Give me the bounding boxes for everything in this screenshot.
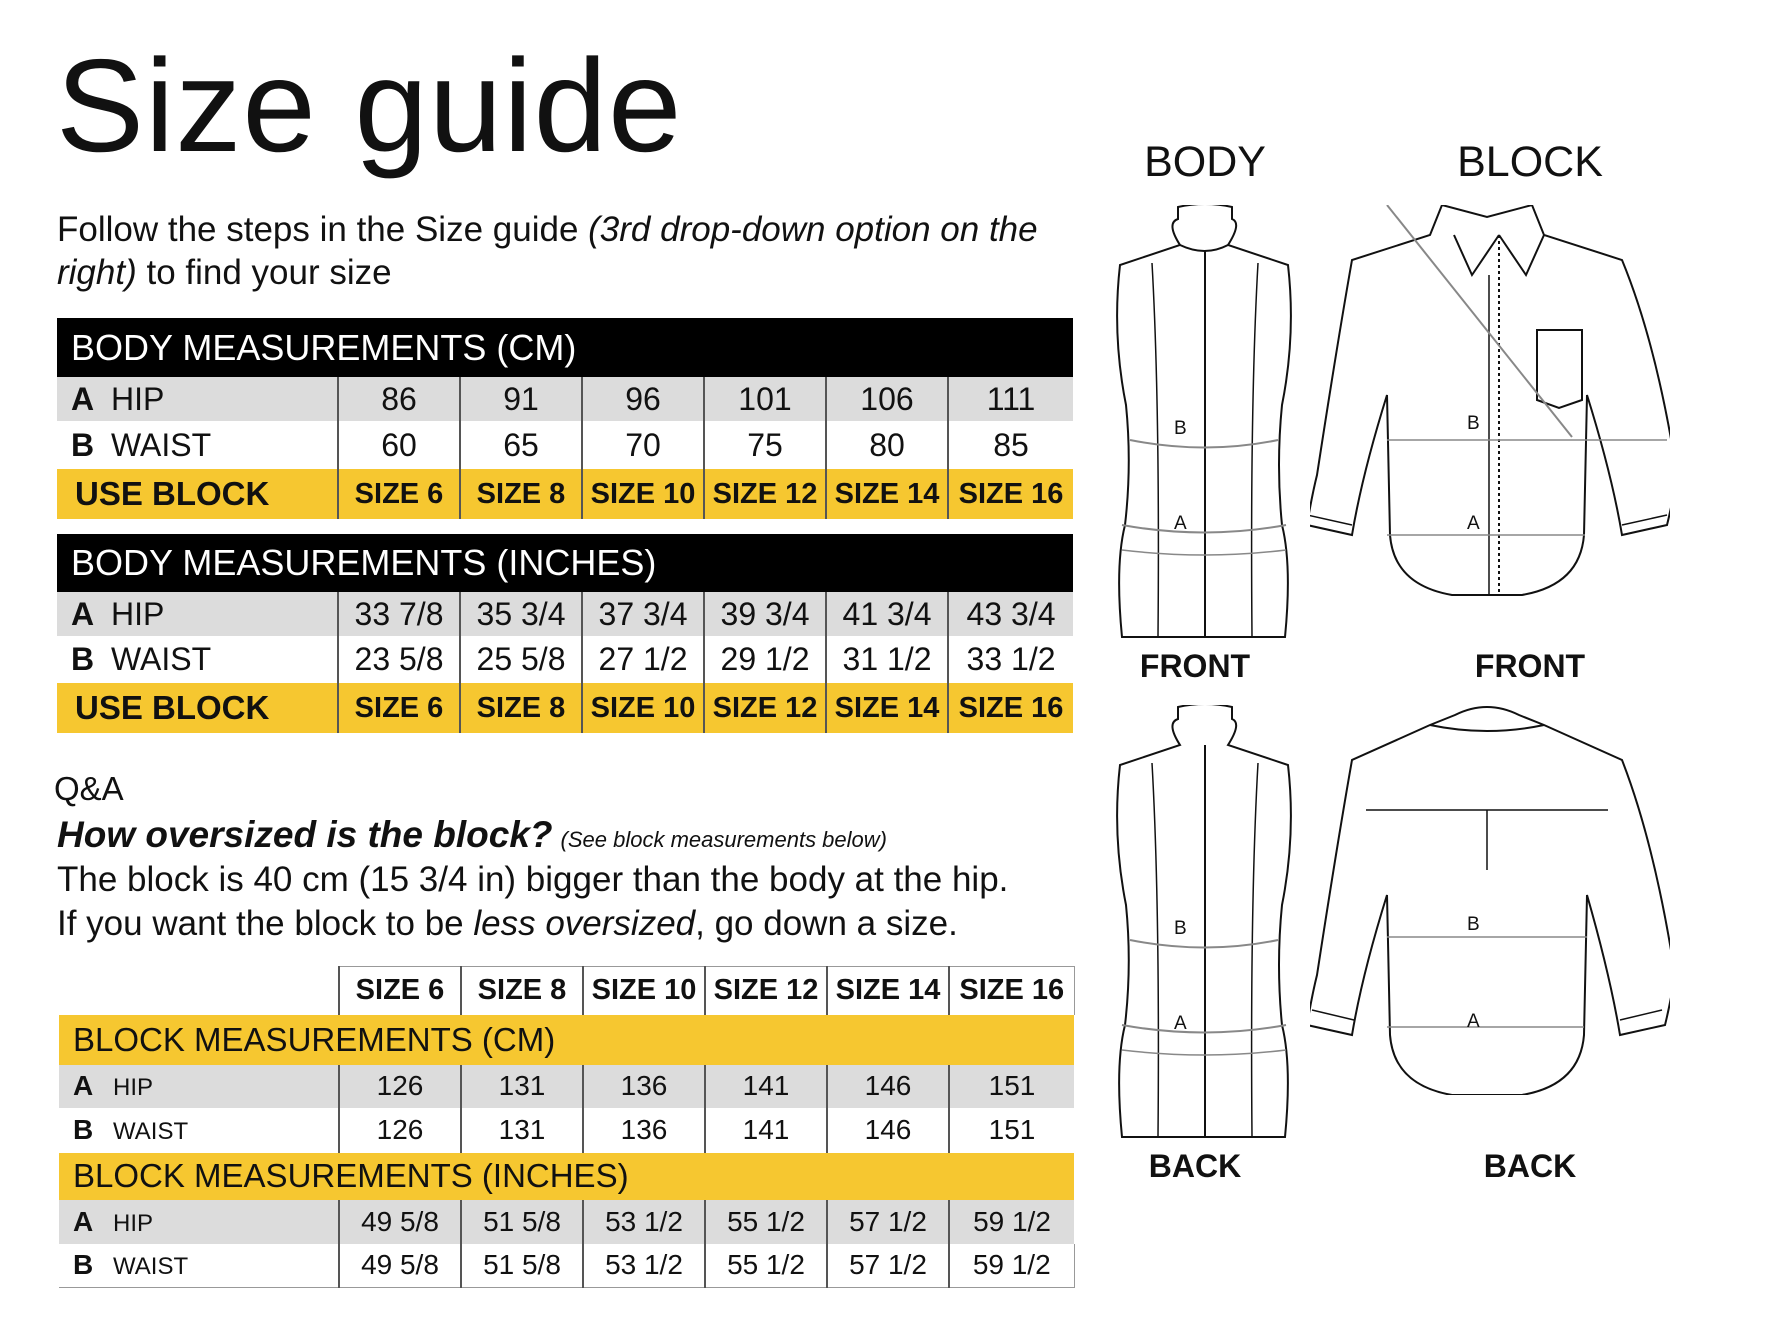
body-heading: BODY bbox=[1144, 138, 1266, 186]
size-cell: SIZE 12 bbox=[704, 683, 826, 733]
intro-italic: (3rd drop-down option on the right) bbox=[57, 210, 1038, 292]
hip-label: HIP bbox=[113, 1209, 154, 1237]
size-header: SIZE 8 bbox=[461, 967, 583, 1015]
cell: 37 3/4 bbox=[582, 592, 704, 636]
hip-letter: A bbox=[71, 380, 95, 417]
cell: 33 7/8 bbox=[338, 592, 460, 636]
table-row bbox=[59, 1065, 1074, 1108]
cell: 126 bbox=[339, 1065, 461, 1108]
cell: 53 1/2 bbox=[583, 1244, 705, 1288]
cell: 31 1/2 bbox=[826, 636, 948, 683]
cell: 136 bbox=[583, 1108, 705, 1153]
use-block-label: USE BLOCK bbox=[57, 469, 338, 519]
cell: 53 1/2 bbox=[583, 1200, 705, 1244]
hip-label: HIP bbox=[111, 380, 165, 417]
waist-letter: B bbox=[73, 1249, 94, 1281]
cell: 51 5/8 bbox=[461, 1244, 583, 1288]
hip-label: HIP bbox=[113, 1074, 154, 1101]
marker-b: B bbox=[1467, 914, 1480, 935]
hip-letter: A bbox=[73, 1070, 94, 1101]
qa-answer-line2 bbox=[57, 902, 1008, 946]
marker-b: B bbox=[1467, 413, 1480, 434]
cell: 33 1/2 bbox=[948, 636, 1073, 683]
body-cm-heading: BODY MEASUREMENTS (CM) bbox=[57, 318, 1073, 377]
table-row bbox=[59, 1200, 1074, 1244]
table-row bbox=[57, 469, 1073, 519]
table-row bbox=[57, 421, 1073, 469]
block-front-figure bbox=[1310, 205, 1670, 605]
waist-label: WAIST bbox=[113, 1253, 189, 1281]
cell: 65 bbox=[460, 421, 582, 469]
waist-label: WAIST bbox=[111, 641, 212, 677]
cell: 57 1/2 bbox=[827, 1200, 949, 1244]
waist-label: WAIST bbox=[113, 1118, 189, 1145]
size-cell: SIZE 8 bbox=[460, 469, 582, 519]
hip-letter: A bbox=[73, 1205, 94, 1237]
cell: 146 bbox=[827, 1065, 949, 1108]
size-header: SIZE 10 bbox=[583, 967, 705, 1015]
cell: 27 1/2 bbox=[582, 636, 704, 683]
size-header: SIZE 14 bbox=[827, 967, 949, 1015]
waist-label: WAIST bbox=[111, 426, 212, 463]
body-back-label: BACK bbox=[1148, 1148, 1242, 1184]
cell: 43 3/4 bbox=[948, 592, 1073, 636]
size-cell: SIZE 6 bbox=[338, 683, 460, 733]
cell: 49 5/8 bbox=[339, 1200, 461, 1244]
table-row bbox=[57, 636, 1073, 683]
marker-b: B bbox=[1174, 918, 1187, 939]
table-row bbox=[59, 1244, 1074, 1288]
cell: 57 1/2 bbox=[827, 1244, 949, 1288]
cell: 80 bbox=[826, 421, 948, 469]
block-cm-heading: BLOCK MEASUREMENTS (CM) bbox=[59, 1015, 1074, 1065]
use-block-label: USE BLOCK bbox=[57, 683, 338, 733]
size-header: SIZE 6 bbox=[339, 967, 461, 1015]
marker-b: B bbox=[1174, 418, 1187, 439]
body-in-heading: BODY MEASUREMENTS (INCHES) bbox=[57, 534, 1073, 592]
hip-letter: A bbox=[71, 595, 95, 632]
hip-label: HIP bbox=[111, 595, 165, 632]
size-header-row bbox=[59, 967, 1074, 1015]
cell: 101 bbox=[704, 377, 826, 421]
waist-letter: B bbox=[71, 641, 95, 677]
size-header: SIZE 16 bbox=[949, 967, 1074, 1015]
marker-a: A bbox=[1174, 513, 1187, 534]
body-front-label: FRONT bbox=[1139, 648, 1251, 684]
body-measurements-cm-table bbox=[57, 318, 1073, 519]
page-title: Size guide bbox=[56, 32, 683, 179]
cell: 59 1/2 bbox=[949, 1200, 1074, 1244]
cell: 51 5/8 bbox=[461, 1200, 583, 1244]
table-row bbox=[57, 592, 1073, 636]
cell: 91 bbox=[460, 377, 582, 421]
marker-a: A bbox=[1174, 1013, 1187, 1034]
block-back-figure bbox=[1310, 705, 1670, 1095]
cell: 55 1/2 bbox=[705, 1200, 827, 1244]
body-front-figure bbox=[1100, 205, 1310, 645]
block-measurements-table bbox=[59, 966, 1075, 1288]
cell: 41 3/4 bbox=[826, 592, 948, 636]
cell: 141 bbox=[705, 1108, 827, 1153]
cell: 25 5/8 bbox=[460, 636, 582, 683]
cell: 70 bbox=[582, 421, 704, 469]
cell: 141 bbox=[705, 1065, 827, 1108]
marker-a: A bbox=[1467, 1011, 1480, 1032]
block-in-heading: BLOCK MEASUREMENTS (INCHES) bbox=[59, 1153, 1074, 1200]
size-cell: SIZE 16 bbox=[948, 469, 1073, 519]
qa-answer-line2-b: , go down a size. bbox=[695, 904, 958, 943]
size-cell: SIZE 10 bbox=[582, 469, 704, 519]
qa-question bbox=[57, 814, 887, 856]
size-cell: SIZE 10 bbox=[582, 683, 704, 733]
qa-label: Q&A bbox=[54, 770, 124, 807]
size-header: SIZE 12 bbox=[705, 967, 827, 1015]
cell: 29 1/2 bbox=[704, 636, 826, 683]
cell: 151 bbox=[949, 1108, 1074, 1153]
waist-letter: B bbox=[73, 1114, 94, 1145]
cell: 55 1/2 bbox=[705, 1244, 827, 1288]
body-back-figure bbox=[1100, 705, 1310, 1145]
size-cell: SIZE 14 bbox=[826, 469, 948, 519]
size-cell: SIZE 14 bbox=[826, 683, 948, 733]
intro-part1: Follow the steps in the Size guide bbox=[57, 210, 589, 249]
cell: 35 3/4 bbox=[460, 592, 582, 636]
table-row bbox=[57, 683, 1073, 733]
size-cell: SIZE 6 bbox=[338, 469, 460, 519]
cell: 85 bbox=[948, 421, 1073, 469]
size-cell: SIZE 8 bbox=[460, 683, 582, 733]
cell: 131 bbox=[461, 1108, 583, 1153]
cell: 75 bbox=[704, 421, 826, 469]
cell: 106 bbox=[826, 377, 948, 421]
size-cell: SIZE 16 bbox=[948, 683, 1073, 733]
intro-text bbox=[57, 208, 1087, 294]
intro-part2: to find your size bbox=[136, 253, 392, 292]
cell: 146 bbox=[827, 1108, 949, 1153]
cell: 39 3/4 bbox=[704, 592, 826, 636]
cell: 126 bbox=[339, 1108, 461, 1153]
qa-answer bbox=[57, 858, 1008, 946]
cell: 23 5/8 bbox=[338, 636, 460, 683]
cell: 86 bbox=[338, 377, 460, 421]
qa-answer-line2-a: If you want the block to be bbox=[57, 904, 474, 943]
block-back-label: BACK bbox=[1483, 1148, 1577, 1184]
marker-a: A bbox=[1467, 513, 1480, 534]
cell: 136 bbox=[583, 1065, 705, 1108]
block-heading: BLOCK bbox=[1457, 138, 1603, 186]
qa-answer-line1: The block is 40 cm (15 3/4 in) bigger than the body at the hip. bbox=[57, 860, 1009, 899]
qa-question-text: How oversized is the block? bbox=[57, 814, 553, 855]
cell: 96 bbox=[582, 377, 704, 421]
body-measurements-inches-table bbox=[57, 534, 1073, 733]
cell: 49 5/8 bbox=[339, 1244, 461, 1288]
qa-note: (See block measurements below) bbox=[560, 827, 887, 852]
qa-answer-line2-italic: less oversized bbox=[473, 904, 696, 943]
table-row bbox=[57, 377, 1073, 421]
table-row bbox=[59, 1108, 1074, 1153]
size-cell: SIZE 12 bbox=[704, 469, 826, 519]
block-front-label: FRONT bbox=[1474, 648, 1586, 684]
waist-letter: B bbox=[71, 426, 95, 463]
cell: 151 bbox=[949, 1065, 1074, 1108]
cell: 59 1/2 bbox=[949, 1244, 1074, 1288]
cell: 60 bbox=[338, 421, 460, 469]
cell: 131 bbox=[461, 1065, 583, 1108]
cell: 111 bbox=[948, 377, 1073, 421]
